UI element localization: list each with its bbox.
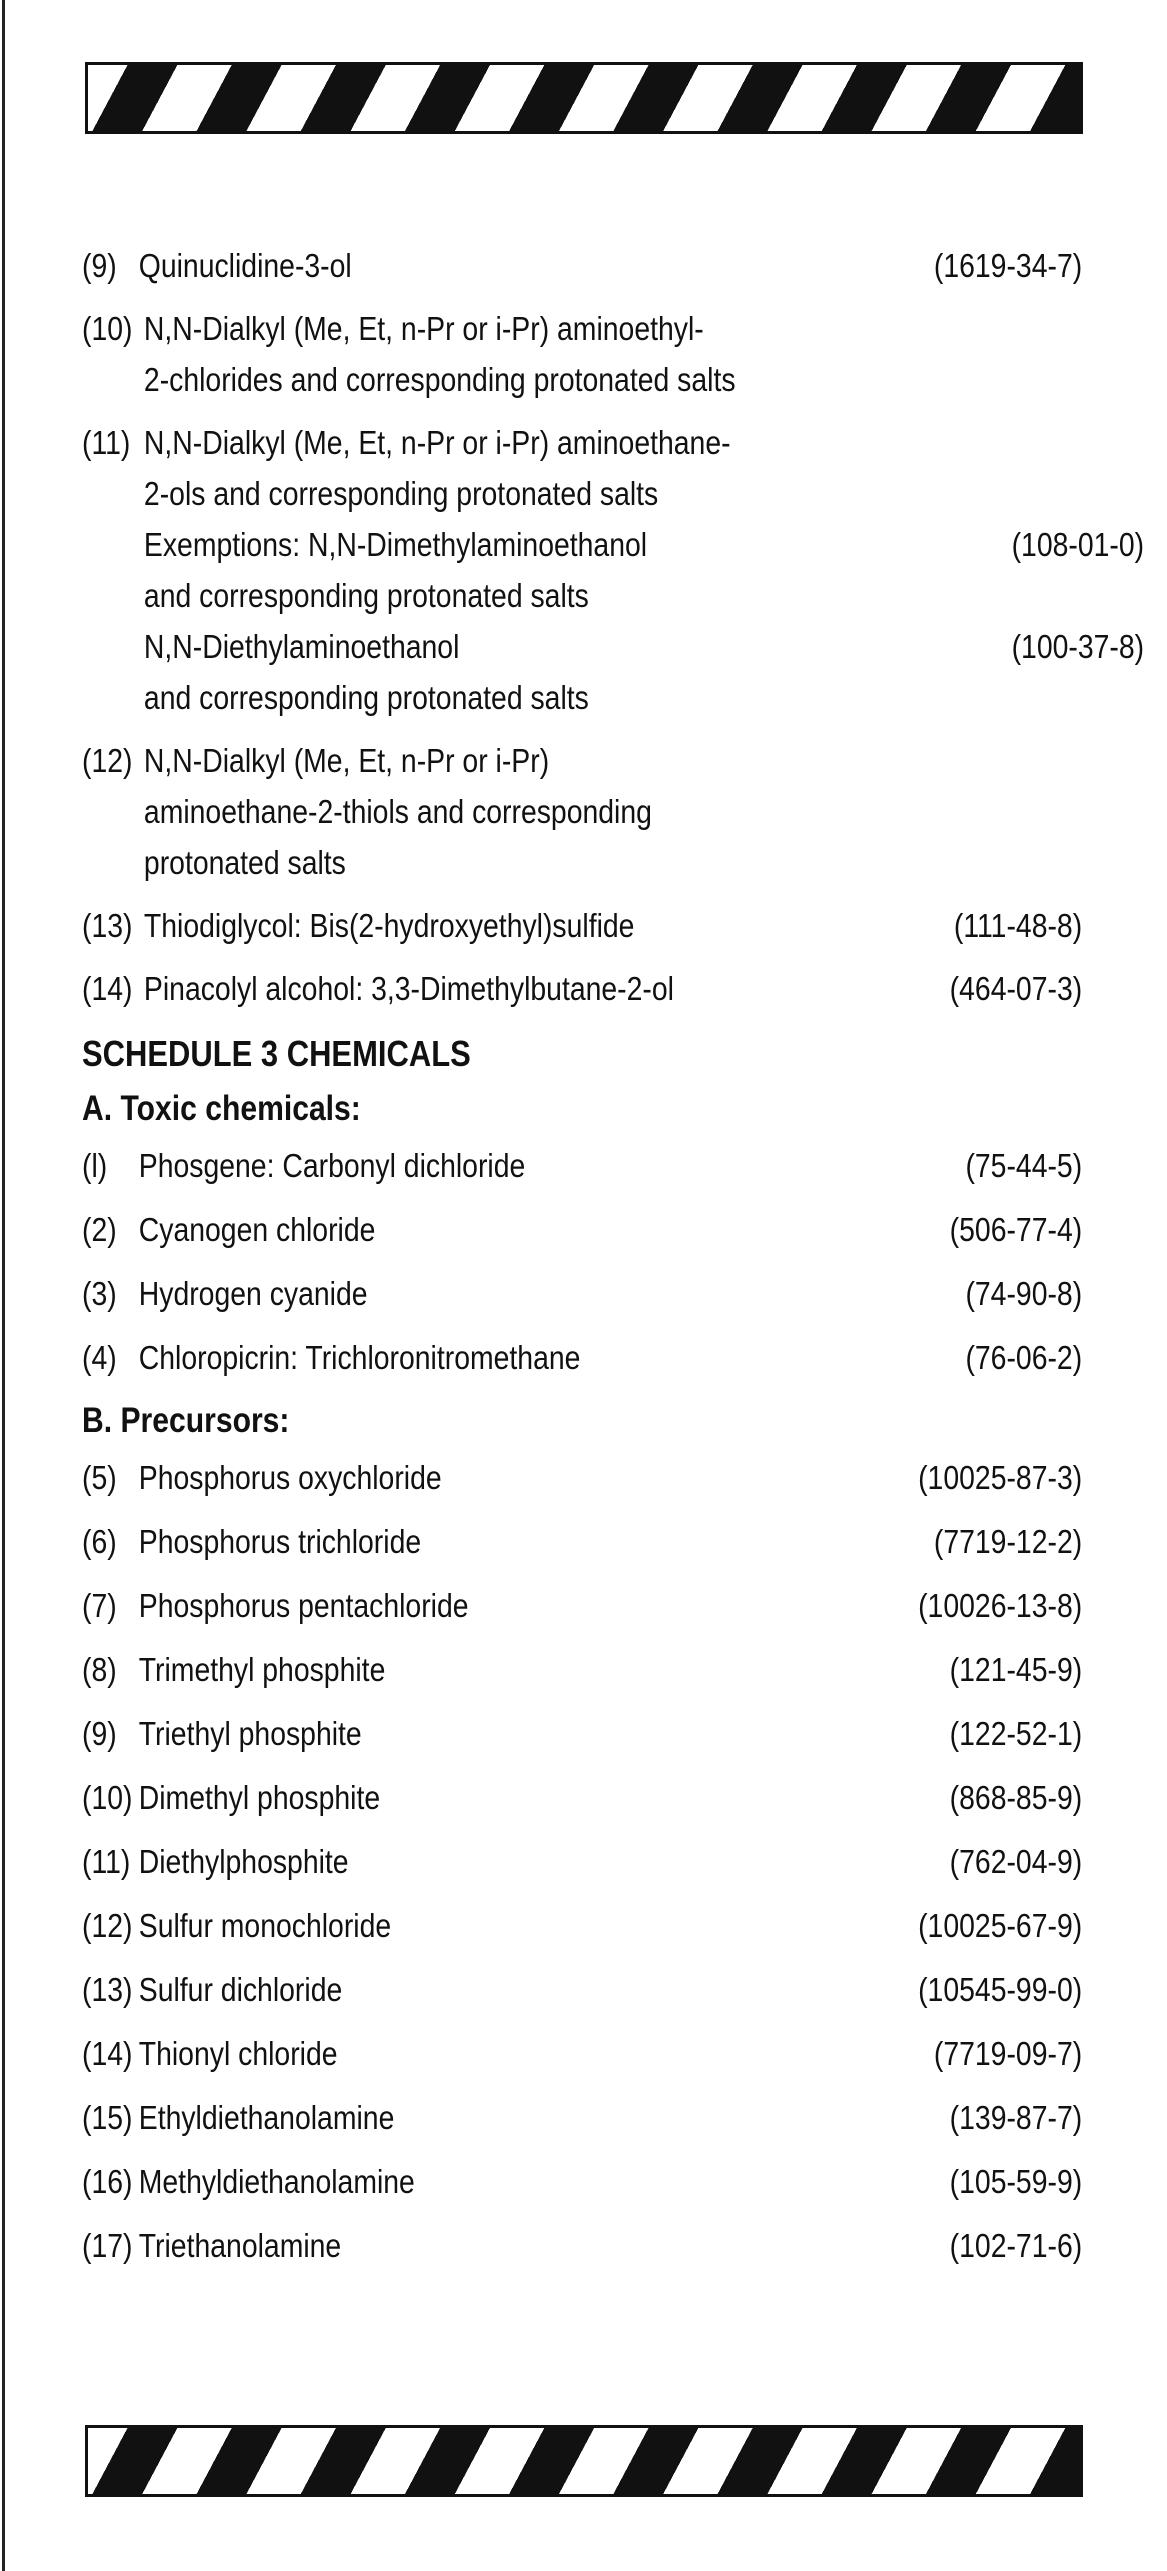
item-name: Hydrogen cyanide (138, 1275, 368, 1312)
item-number: (11) (82, 424, 131, 461)
item-name: N,N-Dialkyl (Me, Et, n-Pr or i-Pr) (143, 742, 550, 779)
item-name: Phosgene: Carbonyl dichloride (138, 1147, 526, 1184)
item-name: Thionyl chloride (138, 2035, 338, 2072)
item-name-continued: 2-chlorides and corresponding protonated salts (143, 361, 736, 398)
list-item (82, 1644, 1082, 1695)
list-item (82, 1332, 1082, 1383)
item-name: Quinuclidine-3-ol (138, 247, 352, 284)
item-name: Diethylphosphite (138, 1843, 349, 1880)
list-item (82, 2028, 1082, 2079)
cas-number: (10026-13-8) (918, 1587, 1083, 1624)
item-name: N,N-Dialkyl (Me, Et, n-Pr or i-Pr) aminoethyl- (143, 310, 704, 347)
cas-number: (74-90-8) (965, 1275, 1083, 1312)
cas-number: (100-37-8) (1011, 628, 1145, 665)
exemption-text: N,N-Diethylaminoethanol (143, 628, 460, 665)
item-number: (2) (82, 1211, 117, 1248)
item-number: (8) (82, 1651, 117, 1688)
chemical-schedule-list (82, 240, 1145, 2284)
cas-number: (76-06-2) (965, 1339, 1083, 1376)
list-item (82, 1452, 1082, 1503)
cas-number: (111-48-8) (953, 907, 1083, 944)
list-item (82, 1900, 1082, 1951)
exemption-text: and corresponding protonated salts (143, 679, 589, 716)
item-name: Sulfur monochloride (138, 1907, 392, 1944)
item-name: Cyanogen chloride (138, 1211, 376, 1248)
list-item (82, 2092, 1082, 2143)
item-number: (4) (82, 1339, 117, 1376)
list-item (82, 1836, 1082, 1887)
item-number: (15) (82, 2099, 133, 2136)
item-name: Sulfur dichloride (138, 1971, 343, 2008)
precursors-list (82, 1452, 1082, 2271)
item-number: (3) (82, 1275, 117, 1312)
cas-number: (464-07-3) (949, 970, 1083, 1007)
cas-number: (121-45-9) (949, 1651, 1083, 1688)
list-item (82, 1964, 1082, 2015)
cas-number: (7719-12-2) (933, 1523, 1083, 1560)
item-name: Phosphorus pentachloride (138, 1587, 469, 1624)
item-number: (10) (82, 1779, 133, 1816)
list-item (82, 2220, 1082, 2271)
item-number: (9) (82, 247, 117, 284)
list-item (82, 1580, 1082, 1631)
list-item (82, 2156, 1082, 2207)
list-item (82, 1140, 1082, 1191)
item-number: (5) (82, 1459, 117, 1496)
cas-number: (108-01-0) (1011, 526, 1145, 563)
item-name: Ethyldiethanolamine (138, 2099, 395, 2136)
item-number: (7) (82, 1587, 117, 1624)
item-name: Trimethyl phosphite (138, 1651, 386, 1688)
item-number: (14) (82, 2035, 133, 2072)
list-item (82, 1516, 1082, 1567)
hazard-stripe-bottom (85, 2425, 1083, 2497)
item-name: Triethanolamine (138, 2227, 342, 2264)
item-number: (13) (82, 1971, 133, 2008)
item-name: N,N-Dialkyl (Me, Et, n-Pr or i-Pr) aminoethane- (143, 424, 731, 461)
cas-number: (1619-34-7) (933, 247, 1083, 284)
item-name: Pinacolyl alcohol: 3,3-Dimethylbutane-2-ol (143, 970, 674, 1007)
cas-number: (10025-67-9) (918, 1907, 1083, 1944)
item-name: Phosphorus trichloride (138, 1523, 422, 1560)
list-item (82, 303, 1082, 405)
item-number: (11) (82, 1843, 131, 1880)
item-name: Methyldiethanolamine (138, 2163, 415, 2200)
item-name: Chloropicrin: Trichloronitromethane (138, 1339, 581, 1376)
list-item (82, 1204, 1082, 1255)
cas-number: (7719-09-7) (933, 2035, 1083, 2072)
list-item (82, 735, 1082, 888)
cas-number: (102-71-6) (949, 2227, 1083, 2264)
cas-number: (139-87-7) (949, 2099, 1083, 2136)
exemption-text: and corresponding protonated salts (143, 577, 589, 614)
cas-number: (10545-99-0) (918, 1971, 1083, 2008)
cas-number: (868-85-9) (949, 1779, 1083, 1816)
item-number: (14) (82, 970, 133, 1007)
item-number: (l) (82, 1147, 108, 1184)
section-heading: SCHEDULE 3 CHEMICALS (82, 1033, 471, 1074)
list-item (82, 1268, 1082, 1319)
list-item (82, 900, 1082, 951)
item-number: (12) (82, 742, 133, 779)
cas-number: (506-77-4) (949, 1211, 1083, 1248)
item-name-continued: 2-ols and corresponding protonated salts (143, 475, 659, 512)
item-name: Phosphorus oxychloride (138, 1459, 442, 1496)
exemption-text: Exemptions: N,N-Dimethylaminoethanol (143, 526, 648, 563)
list-item (82, 417, 1145, 723)
item-name: Dimethyl phosphite (138, 1779, 381, 1816)
toxic-chemicals-list (82, 1140, 1082, 1383)
item-name-continued: protonated salts (143, 844, 346, 881)
item-name: Triethyl phosphite (138, 1715, 362, 1752)
cas-number: (75-44-5) (965, 1147, 1083, 1184)
item-number: (12) (82, 1907, 133, 1944)
item-number: (9) (82, 1715, 117, 1752)
list-item (82, 240, 1082, 291)
item-number: (13) (82, 907, 133, 944)
list-item (82, 1772, 1082, 1823)
item-number: (6) (82, 1523, 117, 1560)
item-name-continued: aminoethane-2-thiols and corresponding (143, 793, 652, 830)
list-item (82, 963, 1082, 1014)
list-item (82, 1708, 1082, 1759)
item-name: Thiodiglycol: Bis(2-hydroxyethyl)sulfide (143, 907, 635, 944)
cas-number: (762-04-9) (949, 1843, 1083, 1880)
subsection-heading-precursors: B. Precursors: (82, 1401, 290, 1440)
item-number: (10) (82, 310, 133, 347)
subsection-heading-toxic: A. Toxic chemicals: (82, 1089, 361, 1128)
item-number: (17) (82, 2227, 133, 2264)
left-margin-rule (2, 0, 5, 2571)
item-number: (16) (82, 2163, 133, 2200)
hazard-stripe-top (85, 62, 1083, 134)
cas-number: (10025-87-3) (918, 1459, 1083, 1496)
cas-number: (105-59-9) (949, 2163, 1083, 2200)
cas-number: (122-52-1) (949, 1715, 1083, 1752)
